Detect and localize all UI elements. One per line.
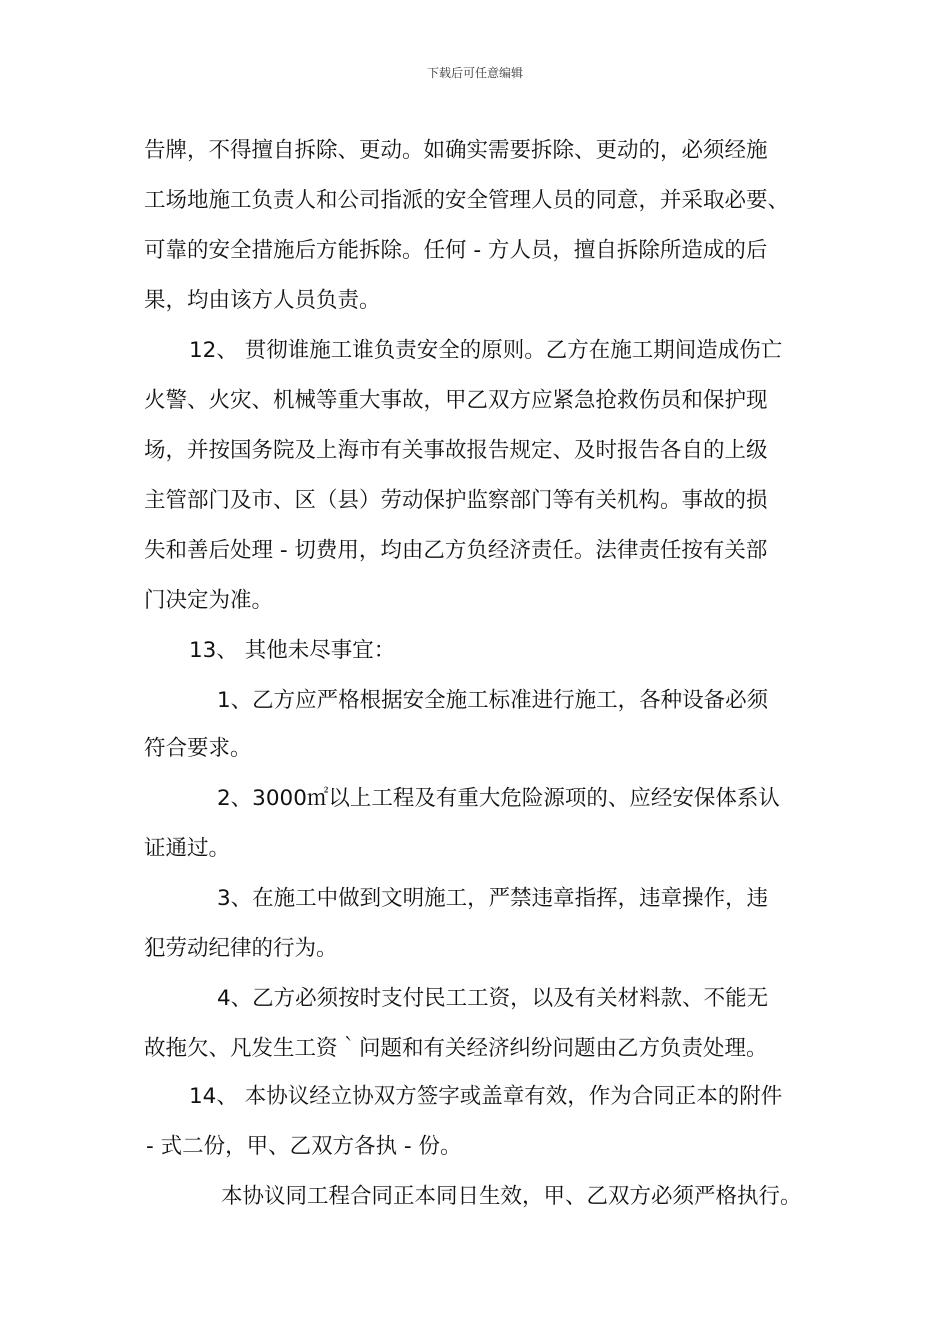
text-line: 场，并按国务院及上海市有关事故报告规定、及时报告各自的上级: [144, 438, 768, 463]
text-line: 犯劳动纪律的行为。: [144, 936, 338, 961]
text-line: 本协议同工程合同正本同日生效，甲、乙双方必须严格执行。: [221, 1184, 802, 1209]
text-line: 可靠的安全措施后方能拆除。任何 - 方人员，擅自拆除所造成的后: [144, 238, 768, 263]
text-line: - 式二份，甲、乙双方各执 - 份。: [146, 1134, 462, 1159]
text-line: 果，均由该方人员负责。: [144, 288, 381, 313]
text-line: 3、在施工中做到文明施工，严禁违章指挥，违章操作，违: [217, 886, 769, 911]
text-line: 2、3000㎡以上工程及有重大危险源项的、应经安保体系认: [217, 786, 780, 811]
text-line: 14、 本协议经立协双方签字或盖章有效，作为合同正本的附件: [189, 1084, 783, 1109]
text-line: 故拖欠、凡发生工资｀问题和有关经济纠纷问题由乙方负责处理。: [144, 1036, 768, 1061]
text-line: 主管部门及市、区（县）劳动保护监察部门等有关机构。事故的损: [144, 488, 768, 513]
text-line: 失和善后处理 - 切费用，均由乙方负经济责任。法律责任按有关部: [144, 538, 768, 563]
text-line: 门决定为准。: [144, 588, 274, 613]
text-line: 告牌，不得擅自拆除、更动。如确实需要拆除、更动的，必须经施: [144, 138, 768, 163]
text-line: 证通过。: [144, 836, 231, 861]
text-line: 12、 贯彻谁施工谁负责安全的原则。乙方在施工期间造成伤亡: [189, 338, 783, 363]
page-header: 下载后可任意编辑: [426, 66, 523, 80]
text-line: 4、乙方必须按时支付民工工资，以及有关材料款、不能无: [217, 986, 769, 1011]
text-line: 工场地施工负责人和公司指派的安全管理人员的同意，并采取必要、: [144, 188, 790, 213]
text-line: 1、乙方应严格根据安全施工标准进行施工，各种设备必须: [217, 688, 769, 713]
text-line: 符合要求。: [144, 736, 252, 761]
text-line: 13、 其他未尽事宜：: [189, 638, 396, 663]
text-line: 火警、火灾、机械等重大事故，甲乙双方应紧急抢救伤员和保护现: [144, 388, 768, 413]
